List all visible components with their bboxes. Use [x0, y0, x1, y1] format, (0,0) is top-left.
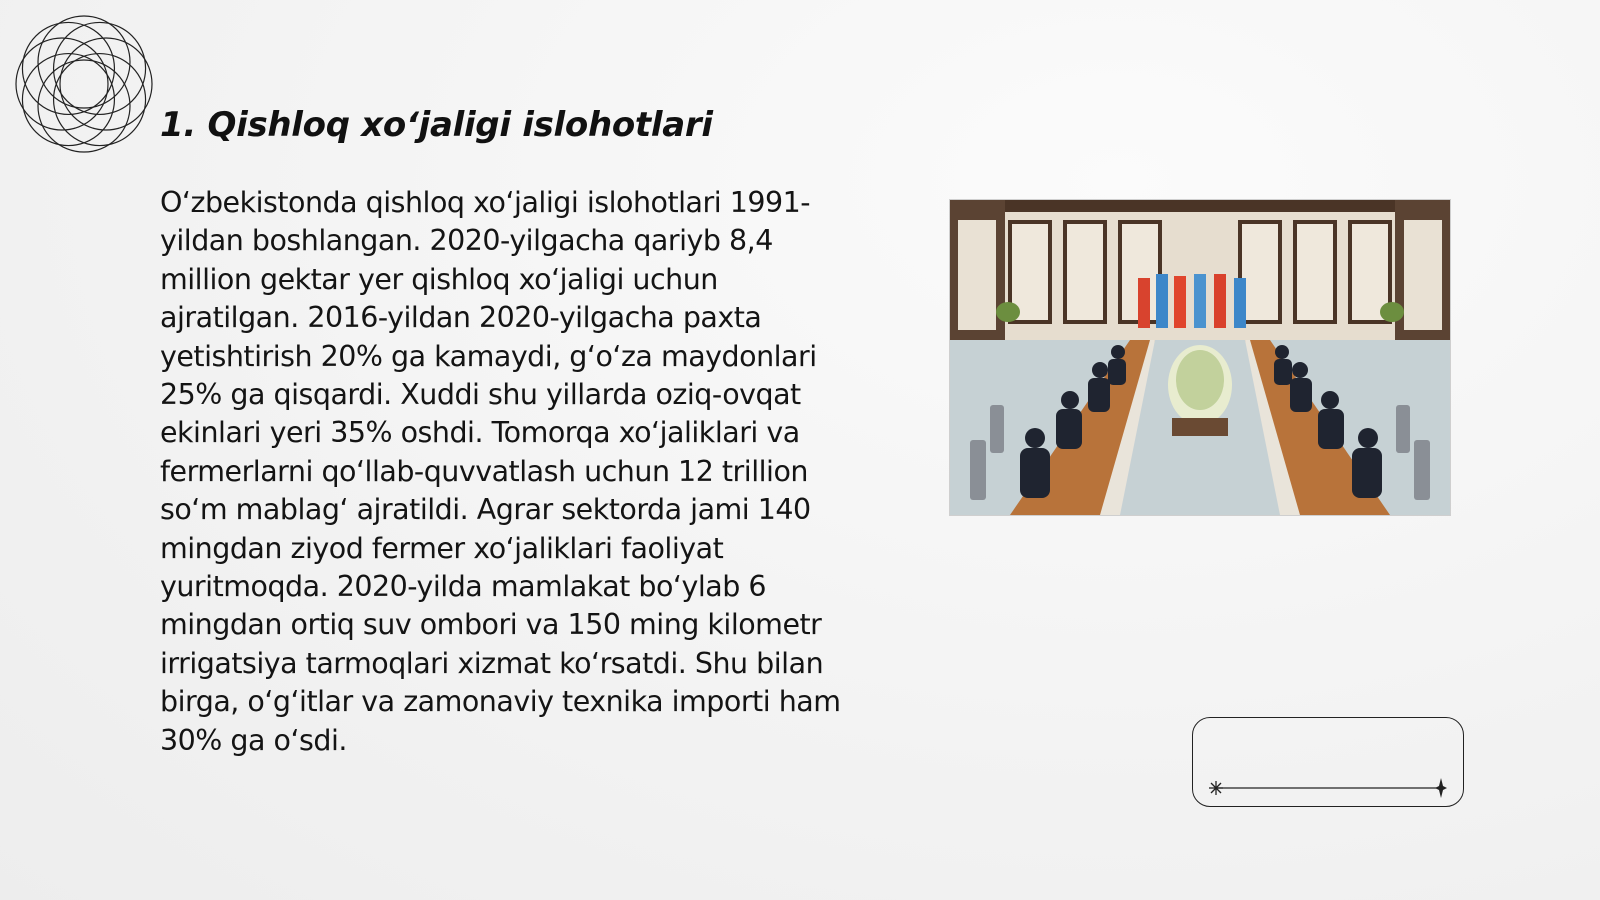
slide-body-text: O‘zbekistonda qishloq xo‘jaligi islohotlari 1991-yildan boshlangan. 2020-yilgacha qariyb 8,4 million gektar yer qishloq xo‘jaligi uchun ajratilgan. 2016-yildan 2020-yilgacha paxta yetishtirish 20% ga kamaydi, g‘o‘za maydonlari 25% ga qisqardi. Xuddi shu yillarda oziq-ovqat ekinlari yeri 35% oshdi. Tomorqa xo‘jaliklari va fermerlarni qo‘llab-quvvatlash uchun 12 trillion so‘m mablag‘ ajratildi. Agrar sektorda jami 140 mingdan ziyod fermer xo‘jaliklari faoliyat yuritmoqda. 2020-yilda mamlakat bo‘ylab 6 mingdan ortiq suv ombori va 150 ming kilometr irrigatsiya tarmoqlari xizmat ko‘rsatdi. Shu bilan birga, o‘g‘itlar va zamonaviy texnika importi ham 30% ga o‘sdi. — [160, 186, 841, 757]
ornament-ring — [22, 54, 114, 146]
four-point-star-icon — [1435, 778, 1447, 798]
sparkle-icon — [1209, 781, 1223, 795]
decorative-frame — [1192, 717, 1464, 807]
ornament-ring — [60, 38, 152, 130]
ornament-ring — [16, 38, 108, 130]
ornament-ring — [54, 54, 146, 146]
circle-ornament-icon — [10, 10, 158, 158]
ornament-ring — [54, 22, 146, 114]
meeting-photo — [950, 200, 1450, 515]
slide-title: 1. Qishloq xo‘jaligi islohotlari — [160, 105, 713, 145]
ornament-ring — [22, 22, 114, 114]
ornament-ring — [38, 16, 130, 108]
ornament-ring — [38, 60, 130, 152]
